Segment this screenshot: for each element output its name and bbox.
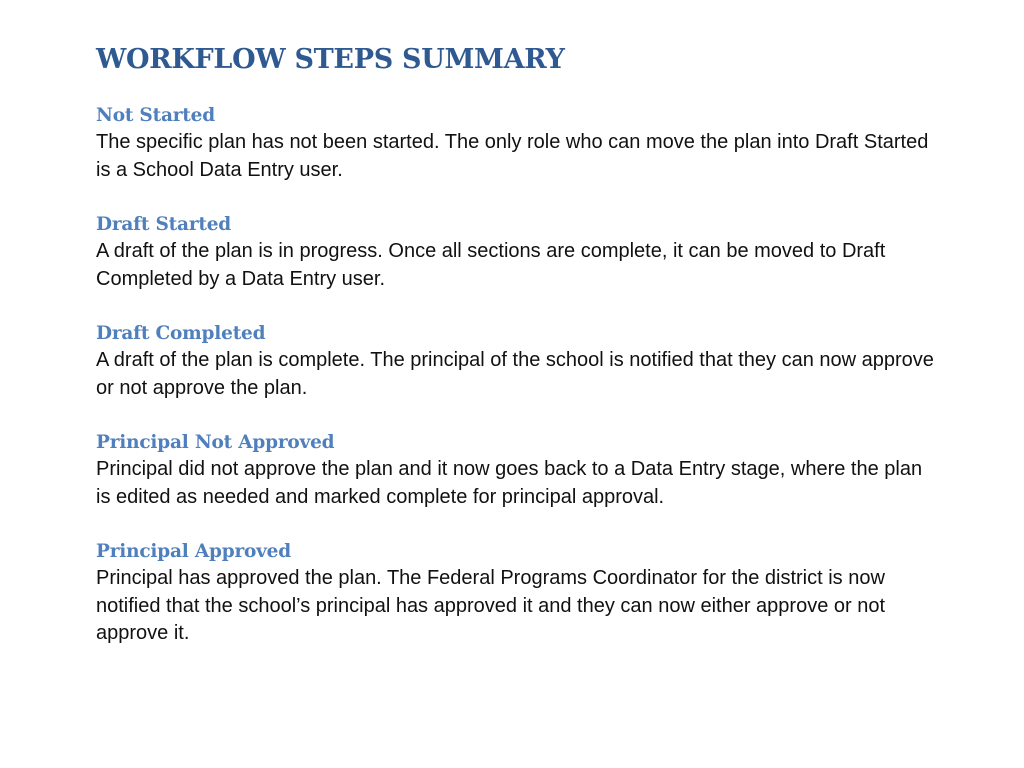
step-heading: Draft Completed [96,323,266,344]
step-description: A draft of the plan is in progress. Once all sections are complete, it can be moved to Draft Completed by a Data Entry user. [96,240,886,290]
workflow-step-not-started [96,102,936,184]
step-heading: Draft Started [96,214,232,235]
step-description: Principal did not approve the plan and it now goes back to a Data Entry stage, where the plan is edited as needed and marked complete for principal approval. [96,458,923,508]
step-description: Principal has approved the plan. The Federal Programs Coordinator for the district is now notified that the school’s principal has approved it and they can now either approve or not approve it. [96,567,886,644]
workflow-step-principal-not-approved [96,429,936,511]
slide-title: WORKFLOW STEPS SUMMARY [96,44,565,75]
step-description: A draft of the plan is complete. The principal of the school is notified that they can now approve or not approve the plan. [96,349,934,399]
workflow-steps-list [96,102,936,675]
workflow-step-principal-approved [96,538,936,648]
step-description: The specific plan has not been started. The only role who can move the plan into Draft Started is a School Data Entry user. [96,131,929,181]
step-heading: Principal Not Approved [96,432,335,453]
workflow-step-draft-completed [96,320,936,402]
workflow-step-draft-started [96,211,936,293]
step-heading: Principal Approved [96,541,291,562]
step-heading: Not Started [96,105,215,126]
